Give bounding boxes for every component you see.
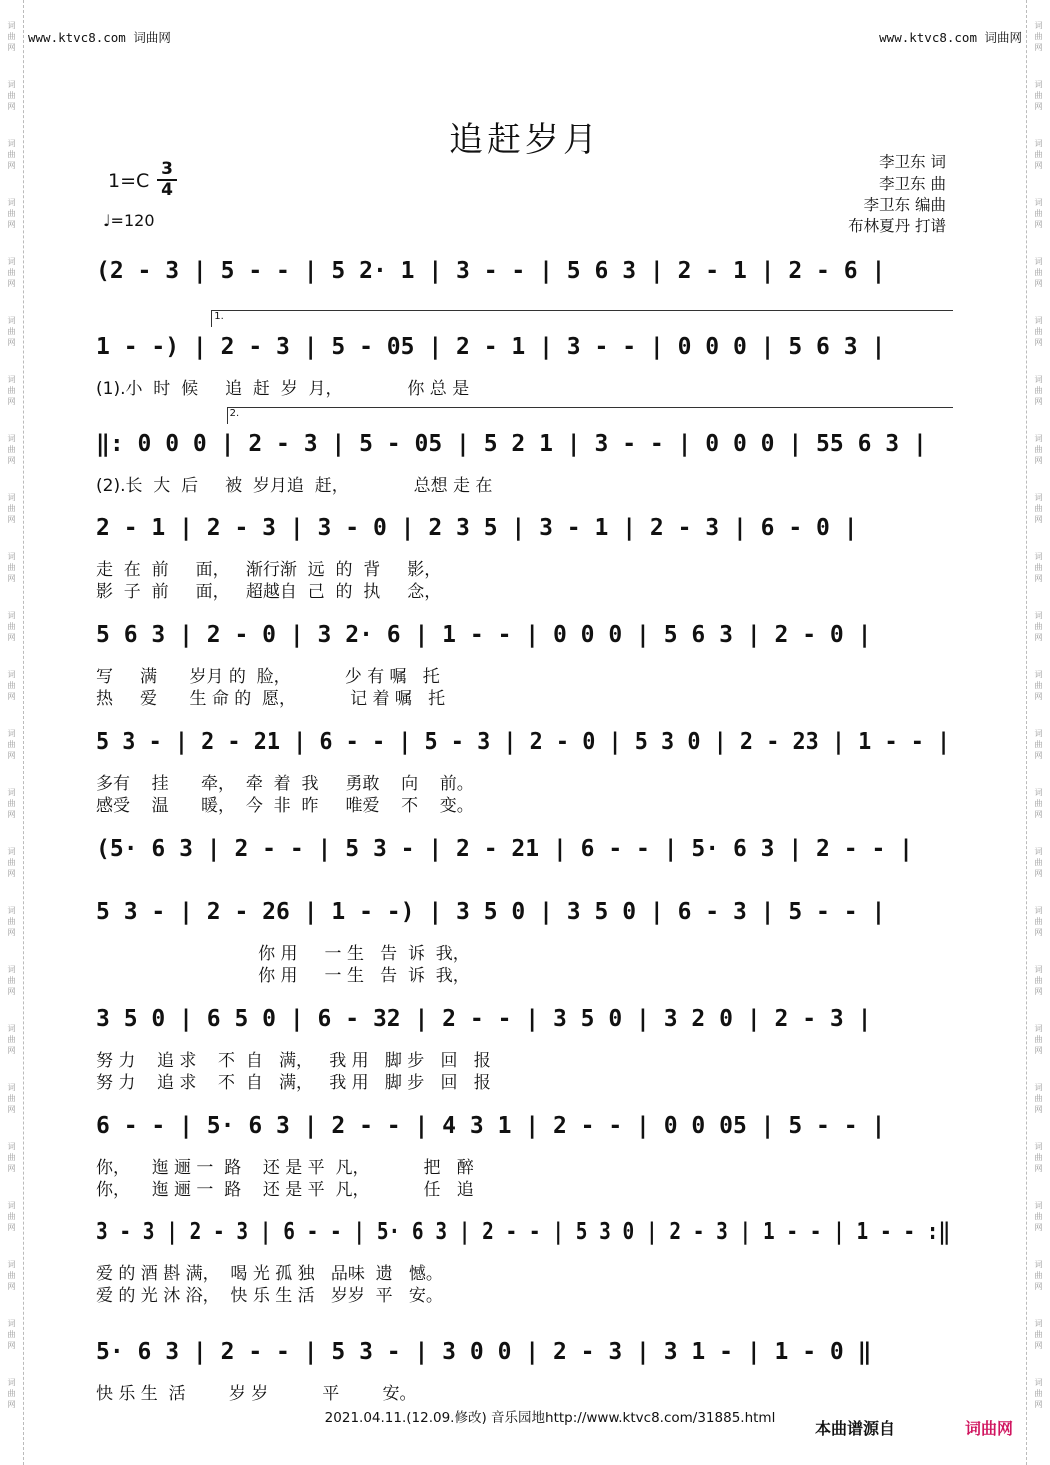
time-signature-bottom: 4: [161, 180, 173, 200]
side-watermark-mark: 词 曲 网: [1034, 139, 1043, 170]
side-watermark-mark: 词 曲 网: [1034, 611, 1043, 642]
side-watermark-mark: 词 曲 网: [7, 257, 16, 288]
credit-transcriber: 布林夏丹 打谱: [848, 217, 946, 235]
left-watermark-strip: [0, 0, 24, 1465]
side-watermark-mark: 词 曲 网: [1034, 198, 1043, 229]
side-watermark-mark: 词 曲 网: [7, 552, 16, 583]
notation-row: ‖: 0 0 0 | 2 - 3 | 5 - 05 | 5 2 1 | 3 - - | 0 0 0 | 55 6 3 |: [96, 431, 927, 457]
tempo-marking: ♩=120: [103, 211, 155, 230]
site-header-left[interactable]: www.ktvc8.com 词曲网: [28, 30, 171, 45]
side-watermark-mark: 词 曲 网: [7, 316, 16, 347]
side-watermark-mark: 词 曲 网: [1034, 80, 1043, 111]
side-watermark-mark: 词 曲 网: [7, 1142, 16, 1173]
notation-row: 5 6 3 | 2 - 0 | 3 2· 6 | 1 - - | 0 0 0 | 5 6 3 | 2 - 0 |: [96, 622, 872, 648]
side-watermark-mark: 词 曲 网: [1034, 1378, 1043, 1409]
lyric-row: 感受 温 暖， 今 非 昨 唯爱 不 变。: [96, 796, 474, 816]
lyric-row: (2).长 大 后 被 岁月追 赶， 总想 走 在: [96, 476, 493, 496]
notation-row: 2 - 1 | 2 - 3 | 3 - 0 | 2 3 5 | 3 - 1 | 2 - 3 | 6 - 0 |: [96, 515, 858, 541]
side-watermark-mark: 词 曲 网: [1034, 906, 1043, 937]
side-watermark-mark: 词 曲 网: [7, 1319, 16, 1350]
side-watermark-mark: 词 曲 网: [7, 1024, 16, 1055]
credit-arranger: 李卫东 编曲: [863, 196, 946, 214]
footer-source-label: 本曲谱源自: [815, 1419, 896, 1438]
volta-bracket: 1.: [211, 310, 953, 327]
side-watermark-mark: 词 曲 网: [7, 965, 16, 996]
side-watermark-mark: 词 曲 网: [7, 434, 16, 465]
lyric-row: 走 在 前 面， 渐行渐 远 的 背 影，: [96, 560, 442, 580]
side-watermark-mark: 词 曲 网: [7, 729, 16, 760]
notation-row: (2 - 3 | 5 - - | 5 2· 1 | 3 - - | 5 6 3 | 2 - 1 | 2 - 6 |: [96, 258, 886, 284]
footer-logo[interactable]: 词曲网: [965, 1419, 1014, 1438]
lyric-row: (1).小 时 候 追 赶 岁 月， 你 总 是: [96, 379, 470, 399]
time-signature: [157, 160, 177, 200]
lyric-row: 快 乐 生 活 岁 岁 平 安。: [96, 1384, 417, 1404]
lyric-row: 你 用 一 生 告 诉 我，: [96, 944, 470, 964]
credit-lyricist: 李卫东 词: [879, 153, 946, 171]
lyric-row: 热 爱 生 命 的 愿， 记 着 嘱 托: [96, 689, 446, 709]
side-watermark-mark: 词 曲 网: [1034, 729, 1043, 760]
footer-text: 2021.04.11.(12.09.修改) 音乐园地http://www.ktvc8.com/31885.html: [324, 1410, 776, 1426]
side-watermark-mark: 词 曲 网: [7, 847, 16, 878]
side-watermark-mark: 词 曲 网: [1034, 552, 1043, 583]
lyric-row: 努 力 追 求 不 自 满， 我 用 脚 步 回 报: [96, 1073, 491, 1093]
site-header-right[interactable]: www.ktvc8.com 词曲网: [879, 30, 1022, 45]
side-watermark-mark: 词 曲 网: [7, 139, 16, 170]
side-watermark-mark: 词 曲 网: [1034, 257, 1043, 288]
side-watermark-mark: 词 曲 网: [1034, 965, 1043, 996]
side-watermark-mark: 词 曲 网: [1034, 788, 1043, 819]
notation-row: 1 - -) | 2 - 3 | 5 - 05 | 2 - 1 | 3 - - | 0 0 0 | 5 6 3 |: [96, 334, 886, 360]
side-watermark-mark: 词 曲 网: [7, 21, 16, 52]
side-watermark-mark: 词 曲 网: [7, 1378, 16, 1409]
side-watermark-mark: 词 曲 网: [7, 670, 16, 701]
song-title: 追赶岁月: [449, 120, 601, 160]
side-watermark-mark: 词 曲 网: [1034, 847, 1043, 878]
lyric-row: 你， 迤 逦 一 路 还 是 平 凡， 把 醉: [96, 1158, 474, 1178]
side-watermark-mark: 词 曲 网: [7, 493, 16, 524]
side-watermark-mark: 词 曲 网: [1034, 670, 1043, 701]
right-watermark-strip: [1026, 0, 1050, 1465]
side-watermark-mark: 词 曲 网: [1034, 434, 1043, 465]
side-watermark-mark: 词 曲 网: [1034, 21, 1043, 52]
lyric-row: 爱 的 光 沐 浴， 快 乐 生 活 岁岁 平 安。: [96, 1286, 443, 1306]
side-watermark-mark: 词 曲 网: [1034, 1142, 1043, 1173]
side-watermark-mark: 词 曲 网: [1034, 1260, 1043, 1291]
lyric-row: 努 力 追 求 不 自 满， 我 用 脚 步 回 报: [96, 1051, 491, 1071]
time-signature-top: 3: [161, 159, 173, 179]
side-watermark-mark: 词 曲 网: [1034, 316, 1043, 347]
side-watermark-mark: 词 曲 网: [7, 80, 16, 111]
side-watermark-mark: 词 曲 网: [7, 1260, 16, 1291]
credit-composer: 李卫东 曲: [879, 175, 946, 193]
lyric-row: 多有 挂 牵， 牵 着 我 勇敢 向 前。: [96, 774, 474, 794]
side-watermark-mark: 词 曲 网: [7, 198, 16, 229]
side-watermark-mark: 词 曲 网: [1034, 1319, 1043, 1350]
lyric-row: 你， 迤 逦 一 路 还 是 平 凡， 任 追: [96, 1180, 474, 1200]
side-watermark-mark: 词 曲 网: [7, 375, 16, 406]
notation-row: 5· 6 3 | 2 - - | 5 3 - | 3 0 0 | 2 - 3 | 3 1 - | 1 - 0 ‖: [96, 1339, 872, 1365]
notation-row: (5· 6 3 | 2 - - | 5 3 - | 2 - 21 | 6 - - | 5· 6 3 | 2 - - |: [96, 836, 913, 862]
notation-row: 5 3 - | 2 - 21 | 6 - - | 5 - 3 | 2 - 0 | 5 3 0 | 2 - 23 | 1 - - |: [96, 729, 951, 755]
side-watermark-mark: 词 曲 网: [1034, 1083, 1043, 1114]
notation-row: 6 - - | 5· 6 3 | 2 - - | 4 3 1 | 2 - - | 0 0 05 | 5 - - |: [96, 1113, 886, 1139]
side-watermark-mark: 词 曲 网: [7, 1201, 16, 1232]
lyric-row: 影 子 前 面， 超越自 己 的 执 念，: [96, 582, 442, 602]
lyric-row: 爱 的 酒 斟 满， 喝 光 孤 独 品味 遗 憾。: [96, 1264, 443, 1284]
side-watermark-mark: 词 曲 网: [7, 611, 16, 642]
notation-row: 3 - 3 | 2 - 3 | 6 - - | 5· 6 3 | 2 - - | 5 3 0 | 2 - 3 | 1 - - | 1 - - :‖: [96, 1219, 951, 1245]
volta-bracket: 2.: [227, 407, 953, 424]
notation-row: 5 3 - | 2 - 26 | 1 - -) | 3 5 0 | 3 5 0 | 6 - 3 | 5 - - |: [96, 899, 886, 925]
side-watermark-mark: 词 曲 网: [7, 1083, 16, 1114]
lyric-row: 你 用 一 生 告 诉 我，: [96, 966, 470, 986]
side-watermark-mark: 词 曲 网: [1034, 493, 1043, 524]
side-watermark-mark: 词 曲 网: [7, 906, 16, 937]
key-signature: 1=C: [108, 170, 150, 192]
side-watermark-mark: 词 曲 网: [1034, 1024, 1043, 1055]
side-watermark-mark: 词 曲 网: [1034, 1201, 1043, 1232]
notation-row: 3 5 0 | 6 5 0 | 6 - 32 | 2 - - | 3 5 0 | 3 2 0 | 2 - 3 |: [96, 1006, 872, 1032]
side-watermark-mark: 词 曲 网: [1034, 375, 1043, 406]
side-watermark-mark: 词 曲 网: [7, 788, 16, 819]
lyric-row: 写 满 岁月 的 脸， 少 有 嘱 托: [96, 667, 440, 687]
